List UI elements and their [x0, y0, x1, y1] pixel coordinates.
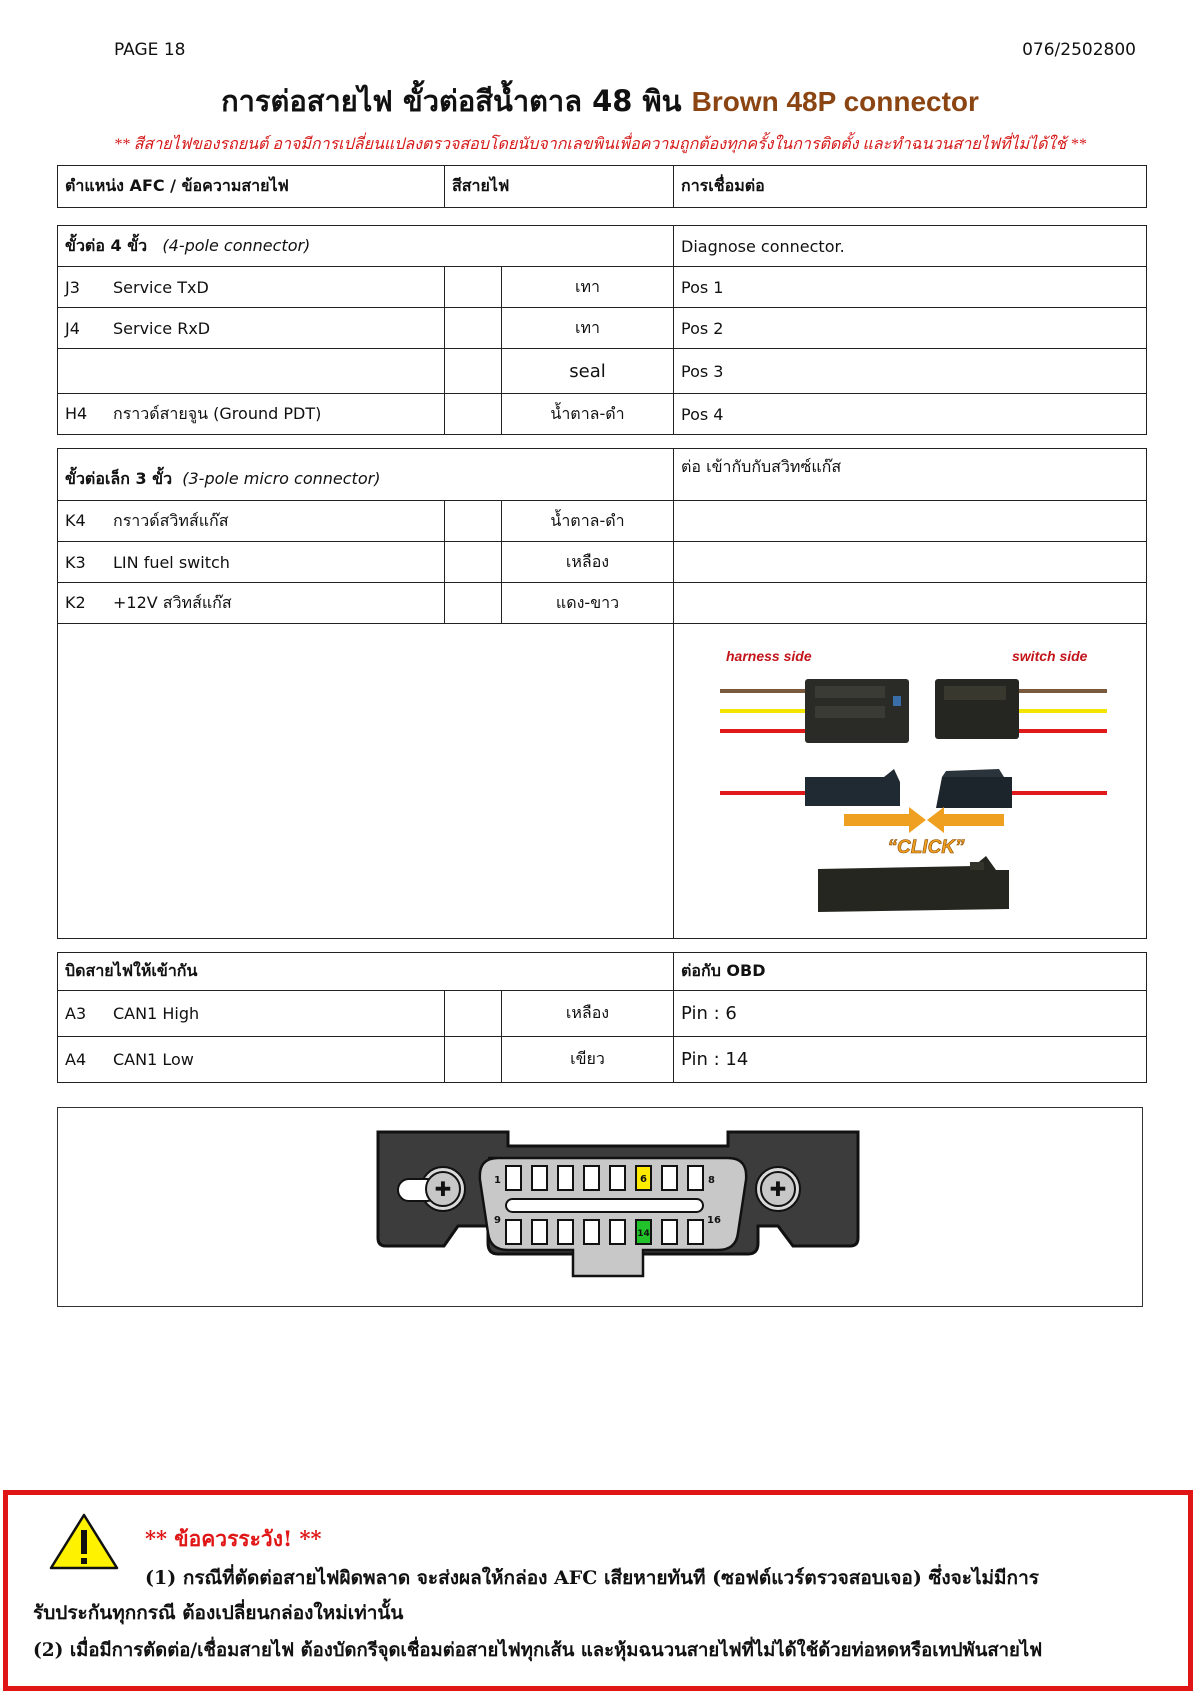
- switch-side-label: switch side: [1012, 648, 1088, 664]
- section-connection: Diagnose connector.: [674, 226, 1147, 267]
- header-position: ตำแหน่ง AFC / ข้อความสายไฟ: [58, 166, 445, 208]
- wire-row: A4 CAN1 Low เขียว Pin : 14: [58, 1037, 1147, 1083]
- color-warning-line: ** สีสายไฟของรถยนต์ อาจมีการเปลี่ยนแปลงตรวจสอบโดยนับจากเลขพินเพื่อความถูกต้องทุกครั้งในการติดตั้ง และทำฉนวนสายไฟที่ไม่ได้ใช้ **: [113, 136, 1087, 153]
- click-label: “CLICK”: [887, 837, 965, 858]
- caution-title: ** ข้อควรระวัง! **: [145, 1526, 322, 1551]
- svg-text:✚: ✚: [434, 1177, 452, 1201]
- four-pole-table: [57, 225, 1147, 435]
- wire-row: J3 Service TxD เทา Pos 1: [58, 267, 1147, 308]
- pin-label-14: 14: [637, 1229, 650, 1239]
- title-thai: การต่อสายไฟ ขั้วต่อสีน้ำตาล 48 พิน: [221, 84, 682, 118]
- column-header-table: [57, 165, 1147, 208]
- pin-label-6: 6: [640, 1174, 647, 1185]
- wire-row: seal Pos 3: [58, 349, 1147, 394]
- caution-line-1: (1) กรณีที่ตัดต่อสายไฟผิดพลาด จะส่งผลให้กล่อง AFC เสียหายทันที (ซอฟต์แวร์ตรวจสอบเจอ) ซึ่งจะไม่มีการ: [145, 1567, 1039, 1589]
- wire-row: K4 กราวด์สวิทส์แก๊ส น้ำตาล-ดำ: [58, 501, 1147, 542]
- section-connection: ต่อ เข้ากับกับสวิทซ์แก๊ส: [674, 449, 1147, 501]
- obd-wire-table: [57, 952, 1147, 1083]
- section-connection: ต่อกับ OBD: [674, 953, 1147, 991]
- obd-connector-diagram: [58, 1108, 1142, 1306]
- wire-row: A3 CAN1 High เหลือง Pin : 6: [58, 991, 1147, 1037]
- header-wire-color: สีสายไฟ: [445, 166, 674, 208]
- caution-line-3: (2) เมื่อมีการตัดต่อ/เชื่อมสายไฟ ต้องบัดกรีจุดเชื่อมต่อสายไฟทุกเส้น และหุ้มฉนวนสายไฟที่ไม่ได้ใช้ด้วยท่อหดหรือเทปพันสายไฟ: [33, 1640, 1043, 1661]
- svg-text:✚: ✚: [769, 1177, 787, 1201]
- obd-diagram-box: [57, 1107, 1143, 1307]
- wire-row: K3 LIN fuel switch เหลือง: [58, 542, 1147, 583]
- pin-label-9: 9: [494, 1215, 501, 1226]
- phone-number: 076/2502800: [1022, 40, 1136, 60]
- title-english: Brown 48P connector: [691, 86, 979, 117]
- page-number: PAGE 18: [114, 40, 186, 60]
- section-title: ขั้วต่อ 4 ขั้ว (4-pole connector): [58, 226, 674, 267]
- wire-row: J4 Service RxD เทา Pos 2: [58, 308, 1147, 349]
- caution-box: [3, 1490, 1193, 1691]
- connector-photo-cell: [674, 624, 1147, 939]
- warning-triangle-icon: [48, 1512, 120, 1572]
- section-title: ขั้วต่อเล็ก 3 ขั้ว (3-pole micro connector): [58, 449, 674, 501]
- wire-row: H4 กราวด์สายจูน (Ground PDT) น้ำตาล-ดำ Pos 4: [58, 394, 1147, 435]
- page-title: [0, 78, 1200, 124]
- harness-side-label: harness side: [726, 648, 812, 664]
- pin-label-1: 1: [494, 1175, 501, 1186]
- header-connection: การเชื่อมต่อ: [674, 166, 1147, 208]
- caution-line-2: รับประกันทุกกรณี ต้องเปลี่ยนกล่องใหม่เท่านั้น: [33, 1602, 404, 1624]
- pin-label-8: 8: [708, 1175, 715, 1186]
- micro-connector-illustration: [674, 624, 1147, 934]
- three-pole-table: [57, 448, 1147, 939]
- section-title: บิดสายไฟให้เข้ากัน: [58, 953, 674, 991]
- pin-label-16: 16: [707, 1215, 721, 1226]
- wire-row: K2 +12V สวิทส์แก๊ส แดง-ขาว: [58, 583, 1147, 624]
